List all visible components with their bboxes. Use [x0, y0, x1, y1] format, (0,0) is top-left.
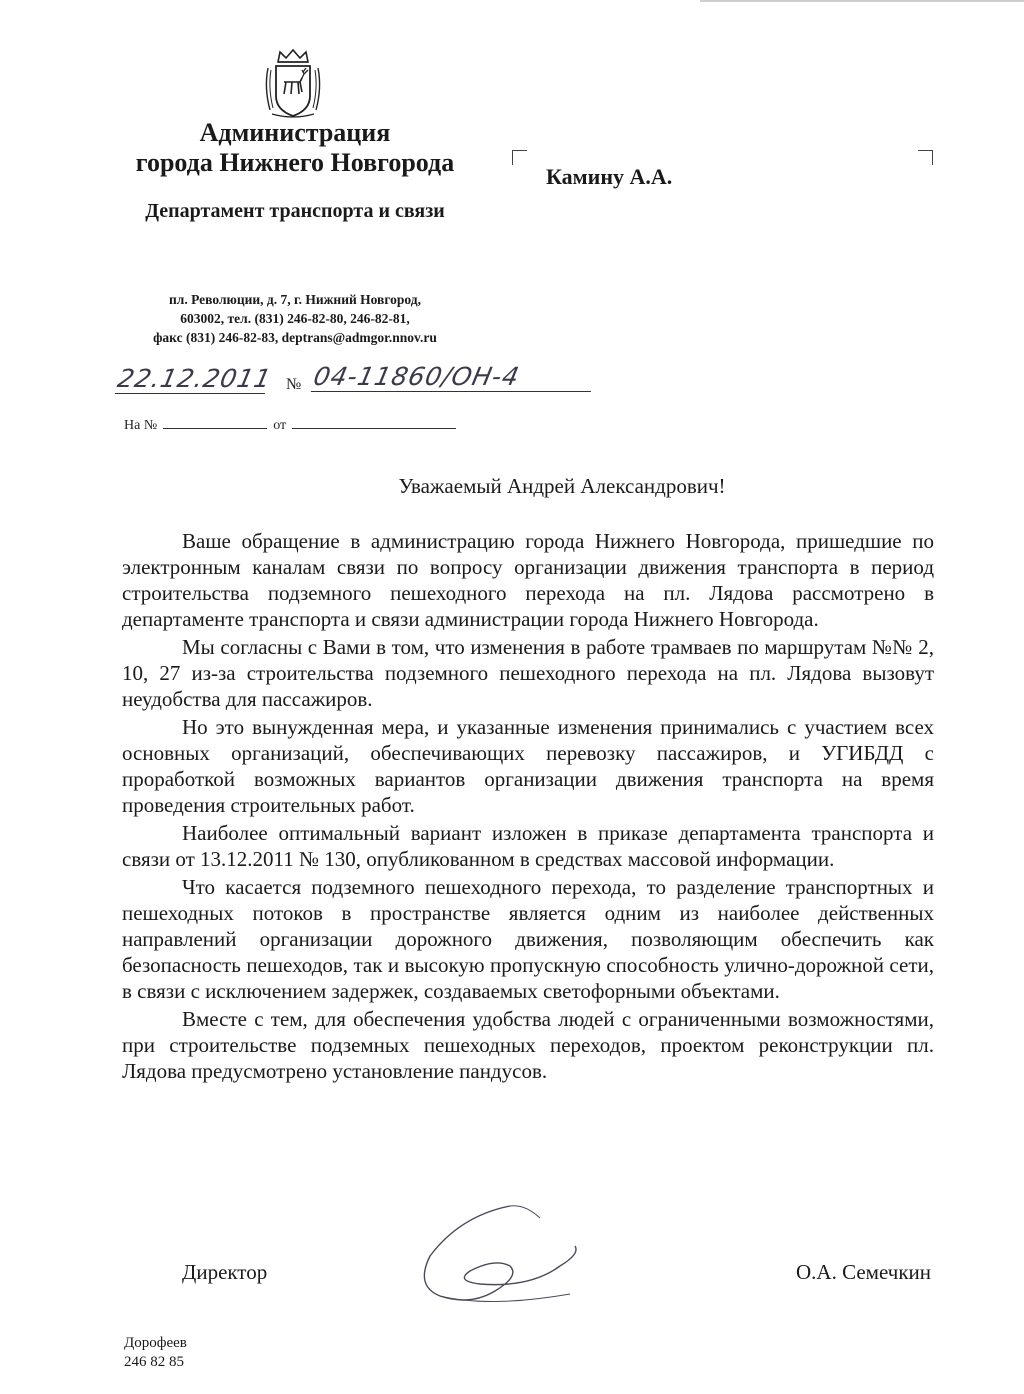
- department-name: Департамент транспорта и связи: [145, 200, 445, 222]
- address-line: 603002, тел. (831) 246-82-80, 246-82-81,: [180, 311, 410, 326]
- org-name-line2: города Нижнего Новгорода: [135, 148, 455, 177]
- scan-edge-line: [700, 0, 1024, 2]
- body-paragraph: Мы согласны с Вами в том, что изменения в работе трамваев по маршрутам №№ 2, 10, 27 из-за строительства подземного пешеходного перехода на пл. Лядова вызовут неудобства для пассажиров.: [122, 635, 934, 711]
- address-field-corner-right: [918, 150, 933, 165]
- reply-reference-line: [124, 416, 456, 434]
- reply-number-blank: [163, 416, 267, 429]
- letter-body: [122, 528, 934, 1086]
- registration-number-label: №: [286, 376, 302, 393]
- reply-from-label: от: [273, 418, 287, 433]
- body-paragraph: Но это вынужденная мера, и указанные изменения принимались с участием всех основных организаций, обеспечивающих перевозку пассажиров, и УГИБДД с проработкой возможных вариантов организации движения транспорта на время проведения строительных работ.: [122, 715, 934, 817]
- executor-info: [124, 1334, 187, 1372]
- reply-date-blank: [292, 416, 456, 429]
- org-name-line1: Администрация: [199, 118, 391, 147]
- recipient-name: Камину А.А.: [546, 164, 673, 189]
- body-paragraph: Ваше обращение в администрацию города Нижнего Новгорода, пришедшие по электронным каналам связи по вопросу организации движения транспорта в период строительства подземного пешеходного перехода на пл. Лядова рассмотрено в департаменте транспорта и связи администрации города Нижнего Новгорода.: [122, 529, 934, 631]
- body-paragraph: Что касается подземного пешеходного перехода, то разделение транспортных и пешеходных потоков в пространстве является одним из наиболее действенных направлений организации дорожного движения, позволяющим обеспечить как безопасность пешеходов, так и высокую пропускную способность улично-дорожной сети, в связи с исключением задержек, создаваемых светофорными объектами.: [122, 875, 934, 1003]
- body-paragraph: Наиболее оптимальный вариант изложен в приказе департамента транспорта и связи от 13.12.2011 № 130, опубликованном в средствах массовой информации.: [122, 821, 934, 871]
- greeting: Уважаемый Андрей Александрович!: [398, 474, 726, 498]
- registration-line: [115, 362, 588, 402]
- registration-date: 22.12.2011: [115, 364, 275, 393]
- signatory-name: О.А. Семечкин: [796, 1260, 931, 1284]
- reply-to-label: На №: [124, 418, 158, 433]
- registration-number: 04-11860/ОН-4: [311, 362, 597, 392]
- signatory-title: Директор: [182, 1260, 268, 1284]
- coat-of-arms-icon: [262, 48, 324, 120]
- executor-name: Дорофеев: [124, 1335, 187, 1351]
- executor-phone: 246 82 85: [124, 1354, 184, 1370]
- body-paragraph: Вместе с тем, для обеспечения удобства людей с ограниченными возможностями, при строительстве подземных пешеходных переходов, проектом реконструкции пл. Лядова предусмотрено установление пандусов.: [122, 1007, 934, 1083]
- address-line: пл. Революции, д. 7, г. Нижний Новгород,: [169, 292, 421, 307]
- address-field-corner-left: [512, 150, 527, 165]
- org-address: [100, 290, 490, 347]
- handwritten-signature: [400, 1196, 620, 1316]
- address-line: факс (831) 246-82-83, deptrans@admgor.nnov.ru: [153, 330, 437, 345]
